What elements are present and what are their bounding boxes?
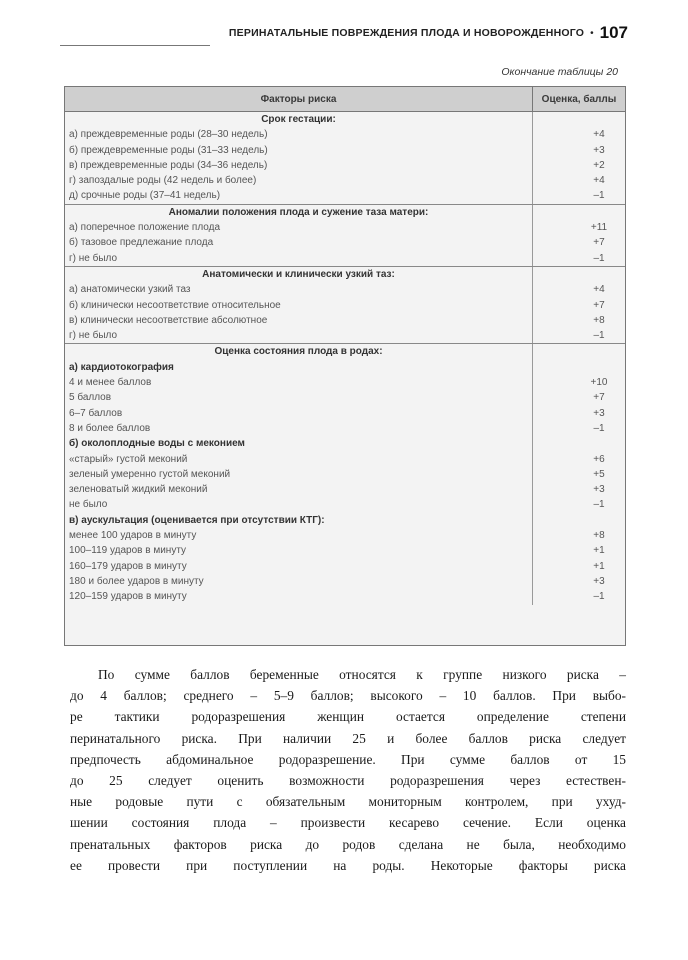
score-value: [533, 436, 625, 451]
table-subheading-row: [65, 436, 625, 451]
paragraph-line: перинатального риска. При наличии 25 и более баллов риска следует: [70, 730, 626, 746]
score-value: [533, 360, 625, 375]
running-header-title: ПЕРИНАТАЛЬНЫЕ ПОВРЕЖДЕНИЯ ПЛОДА И НОВОРОЖДЕННОГО: [228, 27, 585, 39]
factor-label: 8 и более баллов: [65, 421, 533, 436]
score-value: +1: [593, 560, 605, 572]
table-row: [65, 390, 625, 405]
header-separator: •: [590, 27, 594, 39]
paragraph-line: шении состояния плода – произвести кесарево сечение. Если оценка: [70, 815, 626, 831]
risk-factors-table: [64, 86, 626, 646]
table-row: [65, 188, 625, 203]
score-value: +2: [593, 159, 605, 171]
factor-label: 120–159 ударов в минуту: [65, 589, 533, 604]
score-value: –1: [593, 190, 605, 202]
table-row: [65, 589, 625, 604]
factor-label: б) клинически несоответствие относительное: [65, 298, 533, 313]
factor-label: в) аускультация (оценивается при отсутствии КТГ):: [65, 513, 533, 528]
paragraph-line: ные родовые пути с обязательным мониторным контролем, при ухуд-: [70, 794, 626, 810]
table-row: [65, 482, 625, 497]
header-rule: [60, 45, 210, 46]
section-heading-row: [65, 267, 625, 282]
table-row: [65, 251, 625, 266]
column-header-factors: Факторы риска: [65, 87, 533, 111]
section-heading: Срок гестации:: [65, 112, 533, 127]
score-value: +10: [590, 377, 608, 389]
table-header-row: [65, 87, 625, 112]
factor-label: 160–179 ударов в минуту: [65, 559, 533, 574]
table-row: [65, 282, 625, 297]
factor-label: а) кардиотокография: [65, 360, 533, 375]
score-value: +6: [593, 453, 605, 465]
factor-label: а) анатомически узкий таз: [65, 282, 533, 297]
table-section: [65, 205, 625, 267]
section-heading: Оценка состояния плода в родах:: [65, 344, 533, 359]
factor-label: зеленый умеренно густой меконий: [65, 467, 533, 482]
score-value: +4: [593, 175, 605, 187]
score-value: +8: [593, 314, 605, 326]
factor-label: а) преждевременные роды (28–30 недель): [65, 127, 533, 142]
factor-label: б) тазовое предлежание плода: [65, 235, 533, 250]
table-row: [65, 406, 625, 421]
running-header: [228, 22, 628, 44]
score-value: –1: [593, 499, 605, 511]
table-row: [65, 559, 625, 574]
score-value: –1: [593, 252, 605, 264]
paragraph-line: пренатальных факторов риска до родов сделана не была, необходимо: [70, 836, 626, 852]
score-value: +1: [593, 545, 605, 557]
body-paragraph: [70, 664, 626, 876]
table-subheading-row: [65, 513, 625, 528]
page-number: 107: [599, 23, 628, 42]
factor-label: «старый» густой меконий: [65, 452, 533, 467]
table-row: [65, 452, 625, 467]
paragraph-line: предпочесть абдоминальное родоразрешение. При сумме баллов от 15: [70, 751, 626, 767]
factor-label: в) преждевременные роды (34–36 недель): [65, 158, 533, 173]
score-value: +3: [593, 484, 605, 496]
paragraph-line: По сумме баллов беременные относятся к группе низкого риска –: [98, 667, 626, 682]
table-row: [65, 173, 625, 188]
score-value: +5: [593, 468, 605, 480]
table-row: [65, 467, 625, 482]
factor-label: а) поперечное положение плода: [65, 220, 533, 235]
score-value: +11: [590, 222, 608, 234]
score-value: +4: [593, 129, 605, 141]
table-row: [65, 298, 625, 313]
factor-label: 180 и более ударов в минуту: [65, 574, 533, 589]
factor-label: зеленоватый жидкий меконий: [65, 482, 533, 497]
score-value: +8: [593, 530, 605, 542]
table-caption: Окончание таблицы 20: [501, 66, 618, 78]
section-heading-row: [65, 112, 625, 127]
table-row: [65, 235, 625, 250]
score-value: +4: [593, 284, 605, 296]
table-row: [65, 313, 625, 328]
table-section: [65, 344, 625, 604]
factor-label: 6–7 баллов: [65, 406, 533, 421]
table-row: [65, 574, 625, 589]
score-value: +7: [593, 299, 605, 311]
score-value: [533, 513, 625, 528]
factor-label: 5 баллов: [65, 390, 533, 405]
table-row: [65, 220, 625, 235]
factor-label: б) преждевременные роды (31–33 недель): [65, 143, 533, 158]
column-header-score: Оценка, баллы: [541, 93, 617, 105]
factor-label: б) околоплодные воды с меконием: [65, 436, 533, 451]
score-value: +3: [593, 575, 605, 587]
table-row: [65, 158, 625, 173]
factor-label: г) запоздалые роды (42 недель и более): [65, 173, 533, 188]
score-value: –1: [593, 330, 605, 342]
factor-label: г) не было: [65, 328, 533, 343]
factor-label: 4 и менее баллов: [65, 375, 533, 390]
factor-label: не было: [65, 497, 533, 512]
table-row: [65, 143, 625, 158]
factor-label: менее 100 ударов в минуту: [65, 528, 533, 543]
paragraph-line: до 4 баллов; среднего – 5–9 баллов; высокого – 10 баллов. При выбо-: [70, 688, 626, 704]
table-subheading-row: [65, 360, 625, 375]
factor-label: в) клинически несоответствие абсолютное: [65, 313, 533, 328]
section-heading-row: [65, 205, 625, 220]
score-value: +3: [593, 407, 605, 419]
score-value: +3: [593, 144, 605, 156]
score-value: +7: [593, 237, 605, 249]
section-heading: Анатомически и клинически узкий таз:: [65, 267, 533, 282]
paragraph-line: ее провести при поступлении на роды. Некоторые факторы риска: [70, 857, 626, 873]
table-row: [65, 328, 625, 343]
section-heading-row: [65, 344, 625, 359]
score-value: +7: [593, 392, 605, 404]
score-value: –1: [593, 422, 605, 434]
table-body: [65, 112, 625, 605]
paragraph-line: ре тактики родоразрешения женщин остается определение степени: [70, 709, 626, 725]
table-row: [65, 127, 625, 142]
factor-label: д) срочные роды (37–41 недель): [65, 188, 533, 203]
table-row: [65, 528, 625, 543]
table-row: [65, 543, 625, 558]
table-section: [65, 112, 625, 205]
factor-label: 100–119 ударов в минуту: [65, 543, 533, 558]
section-heading: Аномалии положения плода и сужение таза матери:: [65, 205, 533, 220]
table-row: [65, 497, 625, 512]
score-value: –1: [593, 591, 605, 603]
table-row: [65, 421, 625, 436]
table-row: [65, 375, 625, 390]
factor-label: г) не было: [65, 251, 533, 266]
table-section: [65, 267, 625, 344]
paragraph-line: до 25 следует оценить возможности родоразрешения через естествен-: [70, 772, 626, 788]
